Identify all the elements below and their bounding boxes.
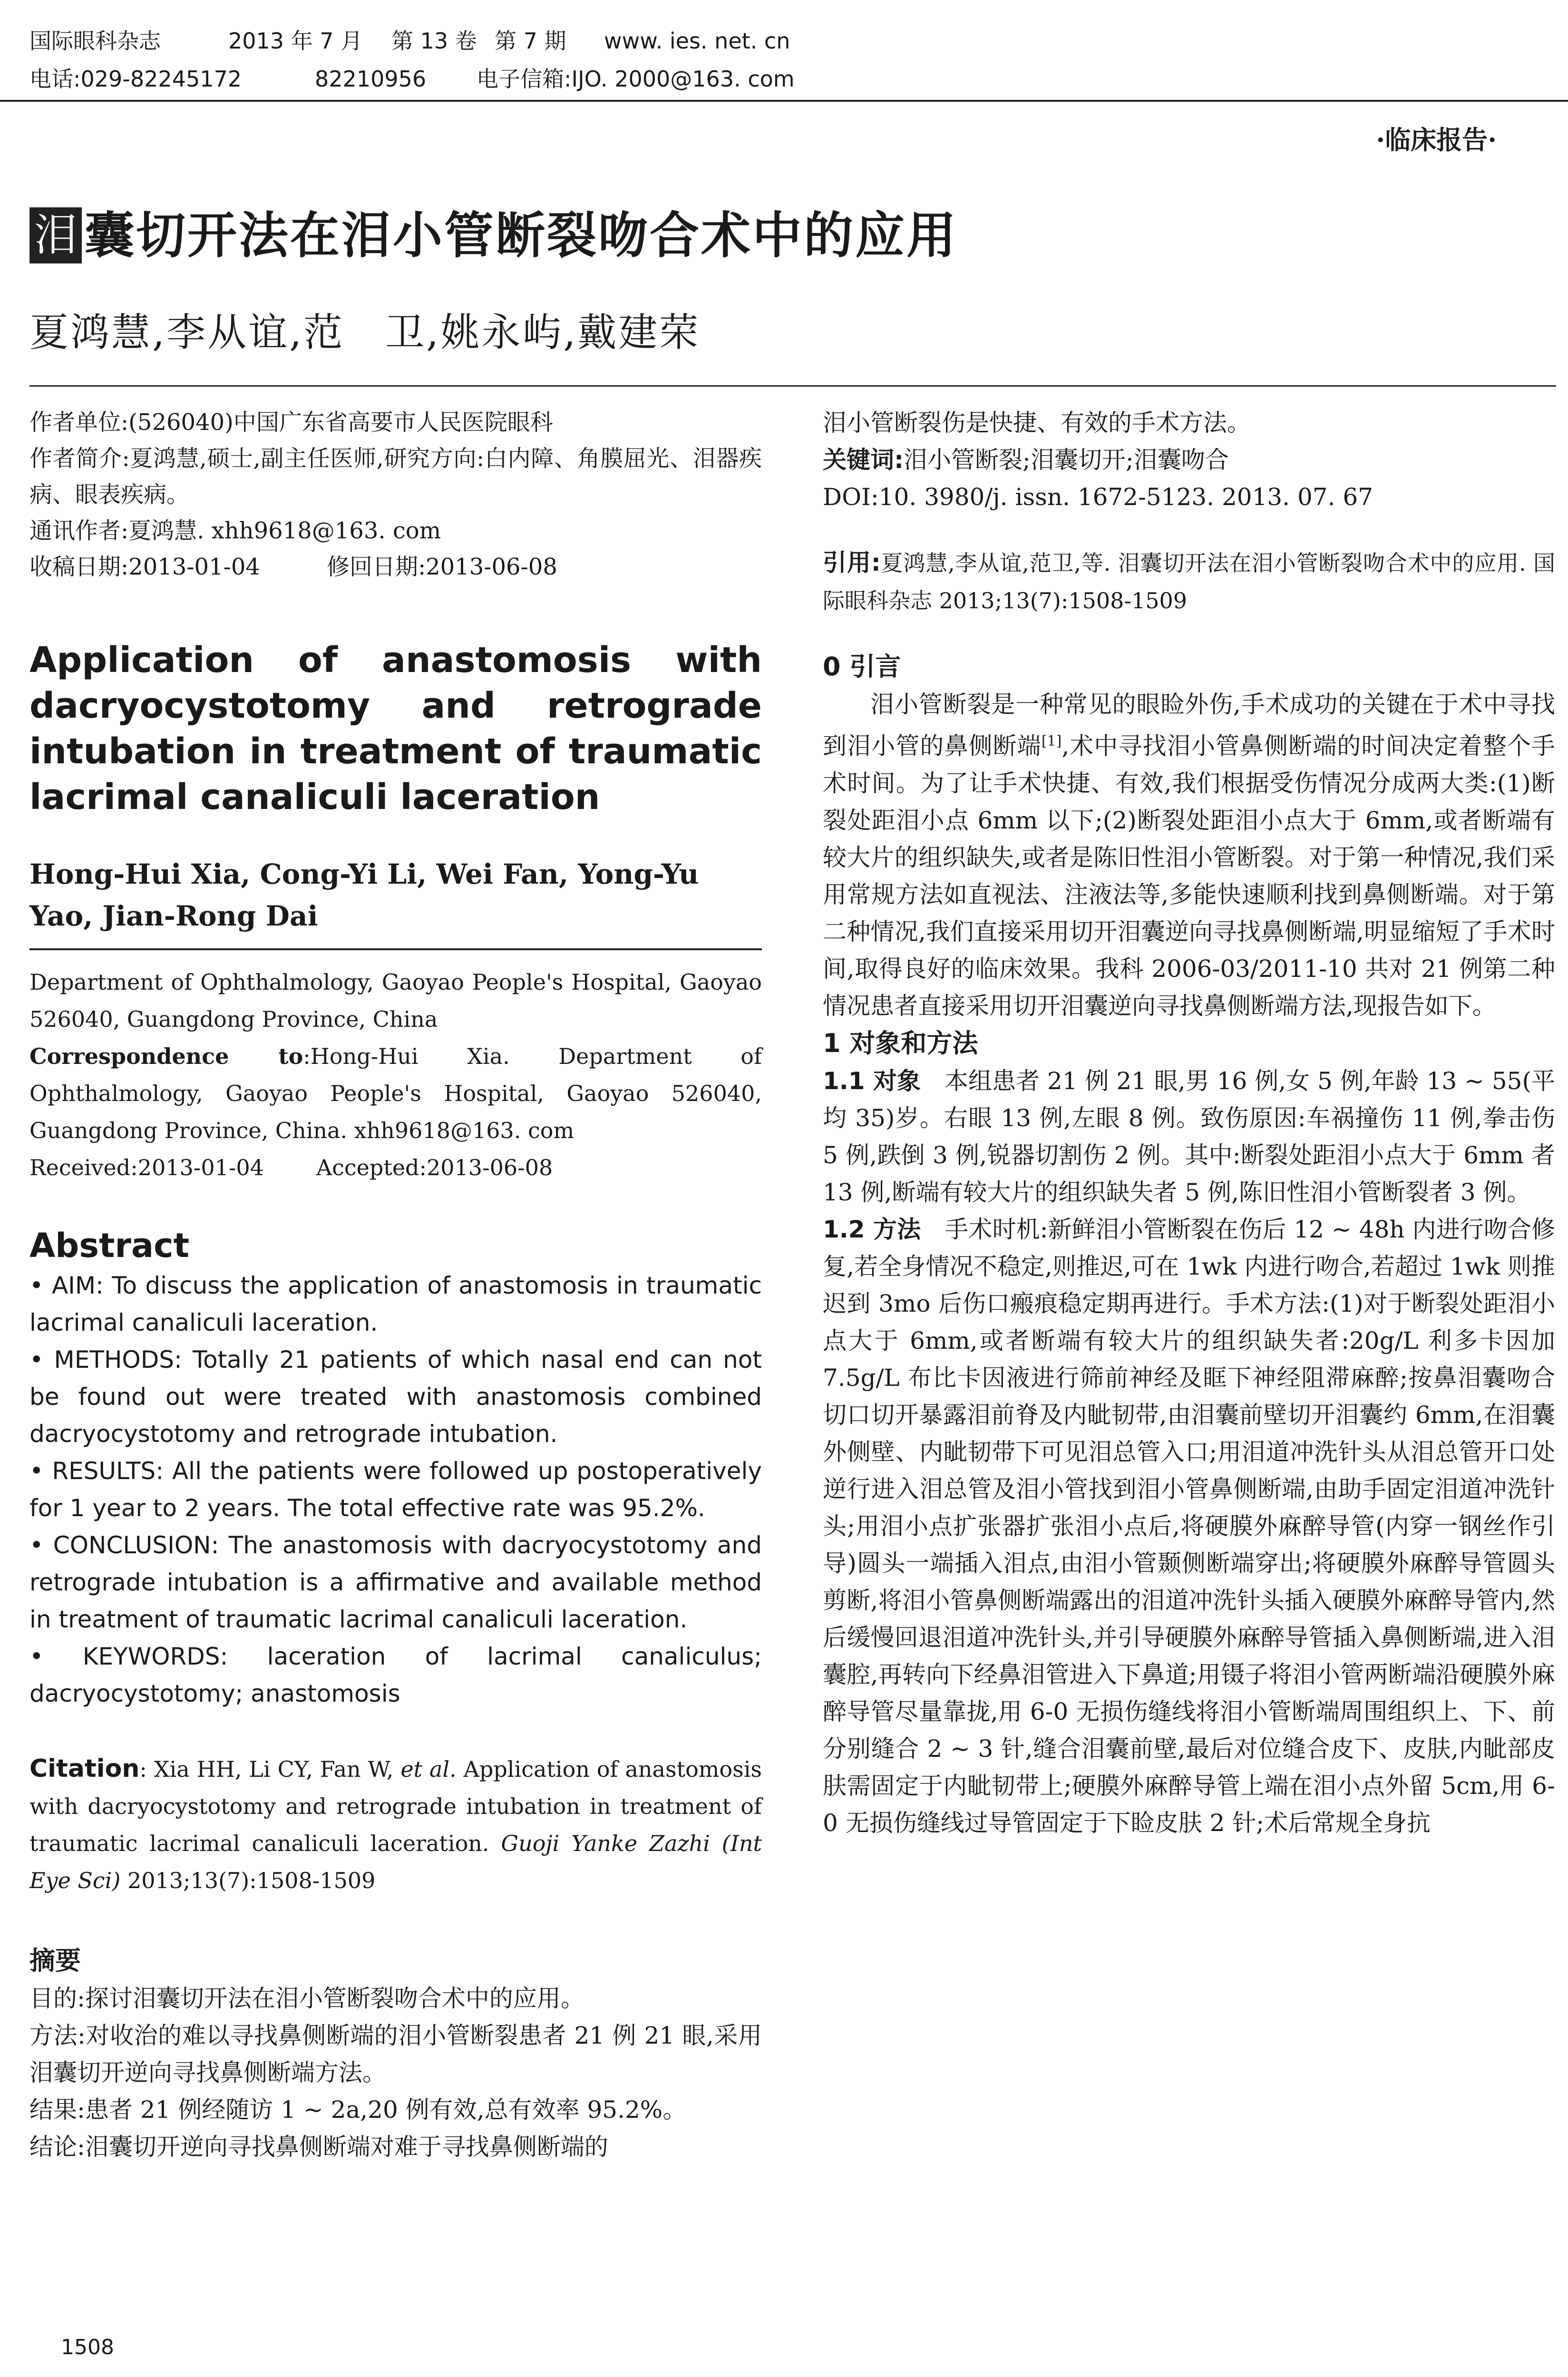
subsection-1-2: 1.2 方法 — [823, 1215, 921, 1243]
citation-etal: et al. — [400, 1756, 457, 1782]
abstract-heading: Abstract — [29, 1226, 190, 1265]
methods-paragraph — [823, 1211, 1555, 1841]
dates-cn — [29, 549, 762, 585]
methods-text: 手术时机:新鲜泪小管断裂在伤后 12 ~ 48h 内进行吻合修复,若全身情况不稳定,则推迟,可在 1wk 内进行吻合,若超过 1wk 则推迟到 3mo 后伤口瘢痕稳定期再进行。手术方法:(1)对于断裂处距泪小点大于 6mm,或者断端有较大片的组织缺失者:20g/L 利多卡因加 7.5g/L 布比卡因液进行筛前神经及眶下神经阻滞麻醉;按鼻泪囊吻合切口切开暴露泪前脊及内眦韧带,由泪囊前壁切开泪囊约 6mm,在泪囊外侧壁、内眦韧带下可见泪总管入口;用泪道冲洗针头从泪总管开口处逆行进入泪总管及泪小管找到泪小管鼻侧断端,由助手固定泪道冲洗针头;用泪小点扩张器扩张泪小点后,将硬膜外麻醉导管(内穿一钢丝作引导)圆头一端插入泪点,由泪小管颞侧断端穿出;将硬膜外麻醉导管圆头剪断,将泪小管鼻侧断端露出的泪道冲洗针头插入硬膜外麻醉导管内,然后缓慢回退泪道冲洗针头,并引导硬膜外麻醉导管插入鼻侧断端,进入泪囊腔,再转向下经鼻泪管进入下鼻道;用镊子将泪小管两断端沿硬膜外麻醉导管尽量靠拢,用 6-0 无损伤缝线将泪小管断端周围组织上、下、前分别缝合 2 ~ 3 针,缝合泪囊前壁,最后对位缝合皮下、皮肤,内眦部皮肤需固定于内眦韧带上;硬膜外麻醉导管上端在泪小点外留 5cm,用 6-0 无损伤缝线过导管固定于下睑皮肤 2 针;术后常规全身抗 — [823, 1215, 1556, 1837]
citation-label: Citation — [29, 1754, 140, 1783]
cn-conclusion: 结论:泪囊切开逆向寻找鼻侧断端对难于寻找鼻侧断端的 — [29, 2133, 608, 2161]
cn-citation — [823, 544, 1555, 619]
author-bio: 作者简介:夏鸿慧,硕士,副主任医师,研究方向:白内障、角膜屈光、泪器疾病、眼表疾病。 — [29, 445, 762, 508]
phone-2: 82210956 — [315, 66, 427, 92]
cn-conclusion-cont: 泪小管断裂伤是快捷、有效的手术方法。 — [823, 409, 1251, 437]
cite-text: 夏鸿慧,李从谊,范卫,等. 泪囊切开法在泪小管断裂吻合术中的应用. 国际眼科杂志 2013;13(7):1508-1509 — [823, 550, 1556, 614]
issue-date: 2013 年 7 月 — [228, 28, 363, 54]
issue: 第 7 期 — [495, 28, 566, 54]
citation-volume: 2013;13(7):1508-1509 — [120, 1868, 376, 1893]
page-number: 1508 — [61, 2335, 114, 2359]
intro-ref: [1] — [1041, 733, 1062, 750]
cn-results: 结果:患者 21 例经随访 1 ~ 2a,20 例有效,总有效率 95.2%。 — [29, 2096, 687, 2124]
cn-keywords — [823, 441, 1555, 478]
journal-header-line-1 — [29, 28, 790, 54]
intro-text-2: ,术中寻找泪小管鼻侧断端的时间决定着整个手术时间。为了让手术快捷、有效,我们根据受伤情况分成两大类:(1)断裂处距泪小点 6mm 以下;(2)断裂处距泪小点大于 6mm,或者断端有较大片的组织缺失,或者是陈旧性泪小管断裂。对于第一种情况,我们采用常规方法如直视法、注液法等,多能快速顺利找到鼻侧断端。对于第二种情况,我们直接采用切开泪囊逆向寻找鼻侧断端,明显缩短了手术时间,取得良好的临床效果。我科 2006-03/2011-10 共对 21 例第二种情况患者直接采用切开泪囊逆向寻找鼻侧断端方法,现报告如下。 — [823, 732, 1555, 1020]
title-first-char: 泪 — [29, 207, 82, 263]
abstract-results: • RESULTS: All the patients were followed up postoperatively for 1 year to 2 years. The total effective rate was 95.2%. — [29, 1457, 762, 1522]
authors-cn: 夏鸿慧,李从谊,范 卫,姚永屿,戴建荣 — [29, 310, 701, 355]
intro-paragraph — [823, 686, 1555, 1024]
intro-text: 泪小管断裂是一种常见的眼睑外伤,手术成功的关键在于术中寻找到泪小管的鼻侧断端 — [823, 691, 1555, 760]
website: www. ies. net. cn — [604, 28, 790, 54]
section-1-heading: 1 对象和方法 — [823, 1028, 978, 1058]
keywords-label: 关键词: — [823, 446, 904, 474]
title-rule — [29, 385, 1556, 387]
volume: 第 13 卷 — [391, 28, 477, 54]
citation-en — [29, 1750, 762, 1899]
english-title: Application of anastomosis with dacryocystotomy and retrograde intubation in treatment of traumatic lacrimal canaliculi laceration — [29, 640, 762, 818]
subsection-1-1: 1.1 对象 — [823, 1067, 921, 1095]
cn-aim: 目的:探讨泪囊切开法在泪小管断裂吻合术中的应用。 — [29, 1985, 584, 2012]
doi: DOI:10. 3980/j. issn. 1672-5123. 2013. 07. 67 — [823, 483, 1373, 511]
cite-label: 引用: — [823, 549, 881, 576]
title-text: 囊切开法在泪小管断裂吻合术中的应用 — [85, 206, 958, 264]
section-0-heading: 0 引言 — [823, 652, 901, 682]
journal-name: 国际眼科杂志 — [29, 28, 161, 54]
department: Department of Ophthalmology, Gaoyao People's Hospital, Gaoyao 526040, Guangdong Province, China — [29, 969, 762, 1032]
english-authors: Hong-Hui Xia, Cong-Yi Li, Wei Fan, Yong-Yu Yao, Jian-Rong Dai — [29, 858, 699, 932]
section-label: ·临床报告· — [1376, 125, 1497, 155]
left-column — [29, 404, 762, 2165]
abstract-aim: • AIM: To discuss the application of anastomosis in traumatic lacrimal canaliculi laceration. — [29, 1272, 762, 1336]
email: 电子信箱:IJO. 2000@163. com — [477, 66, 795, 92]
dates-en — [29, 1149, 762, 1186]
article-title — [29, 205, 958, 266]
author-unit: 作者单位:(526040)中国广东省高要市人民医院眼科 — [29, 409, 553, 436]
keywords-text: 泪小管断裂;泪囊切开;泪囊吻合 — [904, 446, 1229, 474]
revised-date: 修回日期:2013-06-08 — [326, 554, 557, 580]
correspondence — [29, 1038, 762, 1149]
correspondence-text: :Hong-Hui Xia. Department of Ophthalmology, Gaoyao People's Hospital, Gaoyao 526040, Guangdong Province, China. xhh9618@163. com — [29, 1043, 762, 1143]
cn-methods: 方法:对收治的难以寻找鼻侧断端的泪小管断裂患者 21 例 21 眼,采用泪囊切开逆向寻找鼻侧断端方法。 — [29, 2022, 762, 2086]
right-column — [823, 404, 1555, 1841]
journal-header-line-2 — [29, 66, 795, 92]
header-rule — [0, 100, 1568, 102]
abstract-keywords: • KEYWORDS: laceration of lacrimal canaliculus; dacryocystotomy; anastomosis — [29, 1643, 762, 1707]
correspondence-label: Correspondence to — [29, 1043, 303, 1069]
phone: 电话:029-82245172 — [29, 66, 242, 92]
received-en: Received:2013-01-04 — [29, 1155, 264, 1180]
subjects-text: 本组患者 21 例 21 眼,男 16 例,女 5 例,年龄 13 ~ 55(平均 35)岁。右眼 13 例,左眼 8 例。致伤原因:车祸撞伤 11 例,拳击伤 5 例,跌倒 3 例,锐器切割伤 2 例。其中:断裂处距泪小点大于 6mm 者 13 例,断端有较大片的组织缺失者 5 例,陈旧性泪小管断裂者 3 例。 — [823, 1067, 1555, 1206]
citation-authors: : Xia HH, Li CY, Fan W, — [139, 1756, 401, 1782]
citation-title: Application of anastomosis with dacryocystotomy and retrograde intubation in treatment of traumatic lacrimal canaliculi laceration. — [29, 1756, 762, 1856]
abstract-conclusion: • CONCLUSION: The anastomosis with dacryocystotomy and retrograde intubation is a affirmative and available method in treatment of traumatic lacrimal canaliculi laceration. — [29, 1531, 762, 1633]
subjects-paragraph — [823, 1062, 1555, 1211]
received-date: 收稿日期:2013-01-04 — [29, 554, 260, 580]
abstract-methods: • METHODS: Totally 21 patients of which nasal end can not be found out were treated with anastomosis combined dacryocystotomy and retrograde intubation. — [29, 1346, 762, 1448]
accepted-en: Accepted:2013-06-08 — [316, 1155, 553, 1180]
corresponding-author: 通讯作者:夏鸿慧. xhh9618@163. com — [29, 517, 441, 544]
cn-abstract-heading: 摘要 — [29, 1946, 81, 1976]
citation-journal: Guoji Yanke Zazhi (Int Eye Sci) — [29, 1831, 762, 1893]
